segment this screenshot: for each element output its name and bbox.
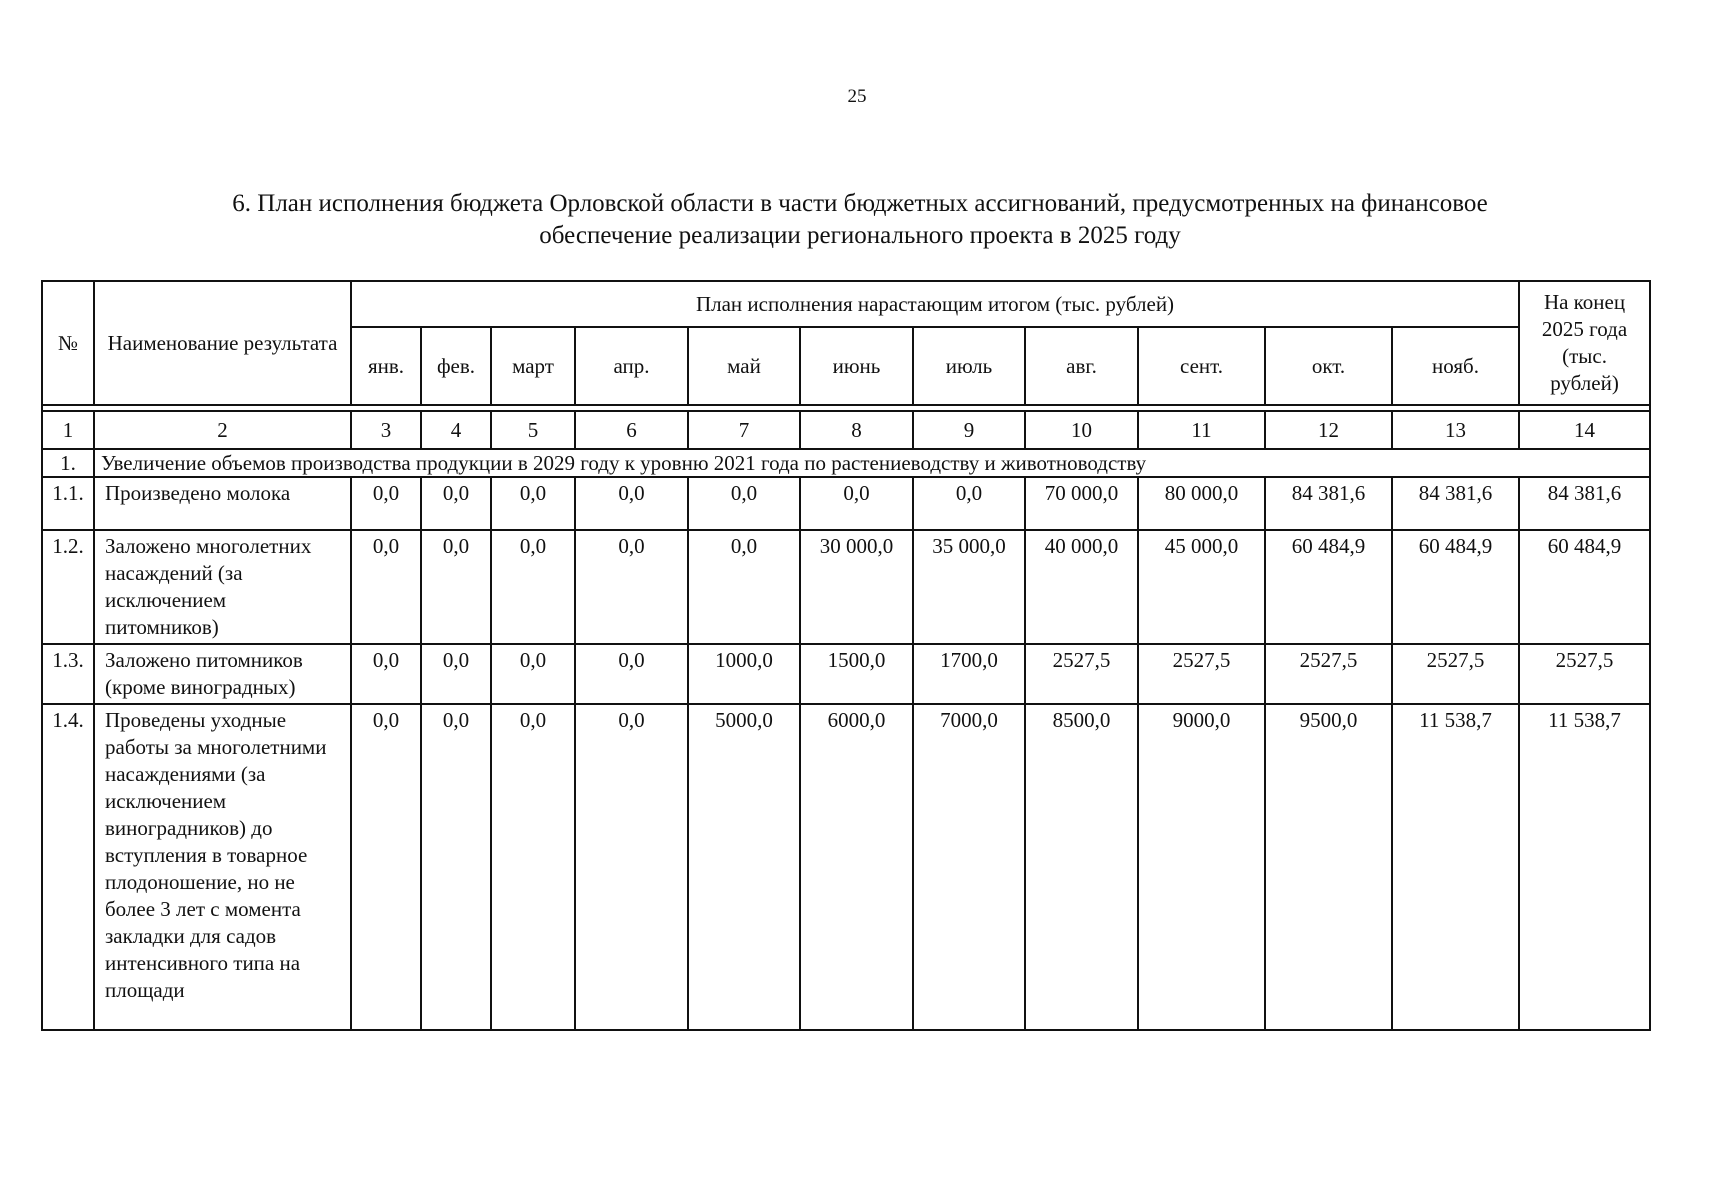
section-title: Увеличение объемов производства продукции в 2029 году к уровню 2021 года по растениеводству и животноводству (94, 449, 1650, 477)
row-value: 0,0 (800, 477, 913, 530)
row-value: 0,0 (491, 644, 575, 704)
row-value: 11 538,7 (1392, 704, 1519, 1030)
header-month: июнь (800, 327, 913, 405)
row-value: 0,0 (421, 477, 491, 530)
row-value: 84 381,6 (1392, 477, 1519, 530)
row-value: 40 000,0 (1025, 530, 1138, 644)
row-value: 0,0 (491, 704, 575, 1030)
header-month: янв. (351, 327, 421, 405)
row-value: 9000,0 (1138, 704, 1265, 1030)
row-value: 6000,0 (800, 704, 913, 1030)
row-value: 80 000,0 (1138, 477, 1265, 530)
row-value: 8500,0 (1025, 704, 1138, 1030)
row-value: 11 538,7 (1519, 704, 1650, 1030)
column-number: 10 (1025, 411, 1138, 449)
table-row (42, 704, 1650, 1030)
row-value: 0,0 (688, 530, 800, 644)
row-value: 0,0 (351, 530, 421, 644)
row-value: 0,0 (351, 704, 421, 1030)
column-number: 7 (688, 411, 800, 449)
column-number: 14 (1519, 411, 1650, 449)
row-name: Заложено многолетних насаждений (за исключением питомников) (94, 530, 351, 644)
table-row (42, 477, 1650, 530)
row-value: 1000,0 (688, 644, 800, 704)
title-line-2: обеспечение реализации регионального проекта в 2025 году (539, 222, 1181, 249)
row-value: 0,0 (351, 477, 421, 530)
row-number: 1.3. (42, 644, 94, 704)
header-month: май (688, 327, 800, 405)
header-month: авг. (1025, 327, 1138, 405)
column-number: 4 (421, 411, 491, 449)
title-line-1: 6. План исполнения бюджета Орловской области в части бюджетных ассигнований, предусмотренных на финансовое (232, 190, 1488, 217)
row-value: 84 381,6 (1265, 477, 1392, 530)
column-number: 2 (94, 411, 351, 449)
row-value: 9500,0 (1265, 704, 1392, 1030)
section-number: 1. (42, 449, 94, 477)
row-value: 0,0 (575, 477, 688, 530)
header-month: сент. (1138, 327, 1265, 405)
header-month: июль (913, 327, 1025, 405)
header-month: март (491, 327, 575, 405)
row-value: 0,0 (491, 477, 575, 530)
page-number: 25 (847, 86, 867, 107)
header-end-of-year: На конец 2025 года (тыс. рублей) (1519, 281, 1650, 405)
row-value: 0,0 (351, 644, 421, 704)
row-value: 2527,5 (1519, 644, 1650, 704)
column-numbers-row (42, 411, 1650, 449)
header-month: фев. (421, 327, 491, 405)
document-title (120, 188, 1600, 252)
row-value: 45 000,0 (1138, 530, 1265, 644)
column-number: 9 (913, 411, 1025, 449)
header-name: Наименование результата (94, 281, 351, 405)
row-number: 1.2. (42, 530, 94, 644)
column-number: 13 (1392, 411, 1519, 449)
row-value: 2527,5 (1025, 644, 1138, 704)
row-name: Заложено питомников (кроме виноградных) (94, 644, 351, 704)
header-no: № (42, 281, 94, 405)
column-number: 3 (351, 411, 421, 449)
row-value: 5000,0 (688, 704, 800, 1030)
header-plan-group: План исполнения нарастающим итогом (тыс. рублей) (351, 281, 1519, 327)
row-number: 1.1. (42, 477, 94, 530)
column-number: 6 (575, 411, 688, 449)
header-month: окт. (1265, 327, 1392, 405)
column-number: 11 (1138, 411, 1265, 449)
table-row (42, 644, 1650, 704)
row-value: 60 484,9 (1519, 530, 1650, 644)
row-value: 84 381,6 (1519, 477, 1650, 530)
header-month: нояб. (1392, 327, 1519, 405)
table-row (42, 530, 1650, 644)
budget-table-container (41, 280, 1649, 1031)
row-value: 0,0 (575, 644, 688, 704)
row-value: 0,0 (575, 530, 688, 644)
column-number: 5 (491, 411, 575, 449)
row-value: 1700,0 (913, 644, 1025, 704)
row-value: 0,0 (491, 530, 575, 644)
row-value: 2527,5 (1392, 644, 1519, 704)
row-value: 60 484,9 (1265, 530, 1392, 644)
header-month: апр. (575, 327, 688, 405)
column-number: 12 (1265, 411, 1392, 449)
row-value: 1500,0 (800, 644, 913, 704)
row-value: 0,0 (421, 644, 491, 704)
row-value: 0,0 (421, 530, 491, 644)
row-name: Произведено молока (94, 477, 351, 530)
budget-plan-table (41, 280, 1651, 1031)
row-value: 35 000,0 (913, 530, 1025, 644)
row-value: 0,0 (421, 704, 491, 1030)
row-value: 0,0 (913, 477, 1025, 530)
column-number: 8 (800, 411, 913, 449)
row-value: 60 484,9 (1392, 530, 1519, 644)
row-number: 1.4. (42, 704, 94, 1030)
column-number: 1 (42, 411, 94, 449)
row-name: Проведены уходные работы за многолетними насаждениями (за исключением виноградников) до вступления в товарное плодоношение, но не более 3 лет с момента закладки для садов интенсивного типа на площади (94, 704, 351, 1030)
row-value: 0,0 (688, 477, 800, 530)
row-value: 2527,5 (1265, 644, 1392, 704)
row-value: 70 000,0 (1025, 477, 1138, 530)
row-value: 0,0 (575, 704, 688, 1030)
section-row (42, 449, 1650, 477)
row-value: 2527,5 (1138, 644, 1265, 704)
row-value: 7000,0 (913, 704, 1025, 1030)
row-value: 30 000,0 (800, 530, 913, 644)
